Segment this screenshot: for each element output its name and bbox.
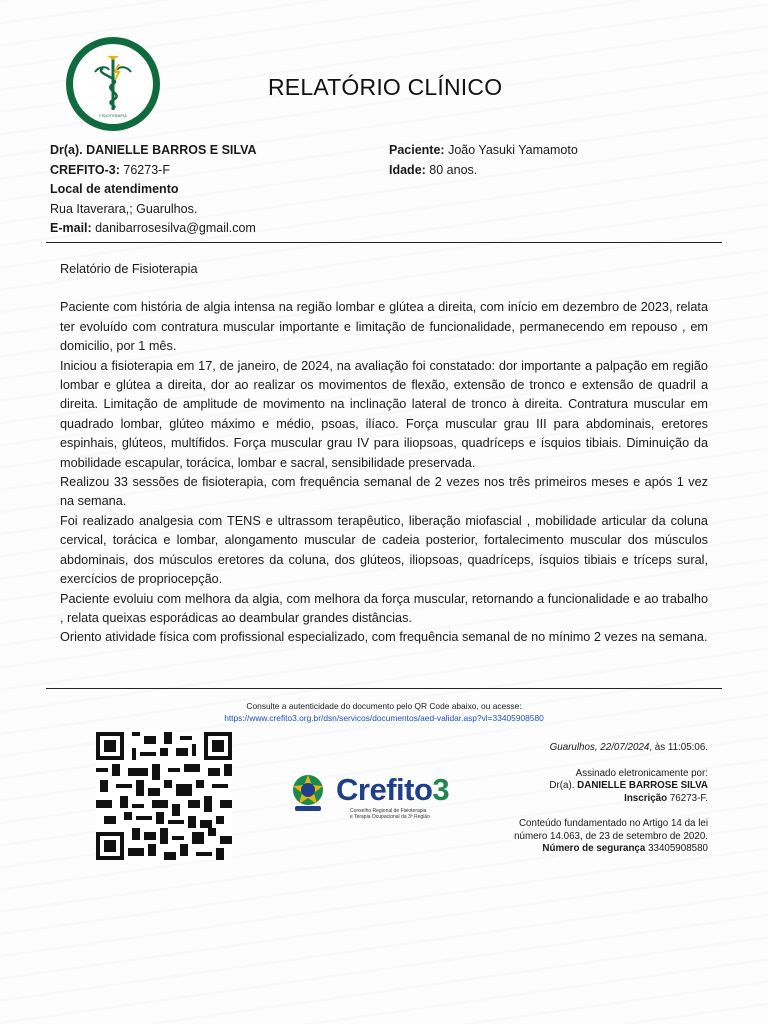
brand-desc-2: e Terapia Ocupacional da 3ª Região bbox=[350, 814, 430, 820]
report-body bbox=[60, 260, 708, 648]
security-label: Número de segurança bbox=[542, 843, 646, 854]
qr-code-icon[interactable] bbox=[96, 732, 232, 860]
brasil-emblem-icon bbox=[287, 771, 329, 815]
patient-info bbox=[389, 141, 578, 180]
verification-block bbox=[0, 700, 768, 724]
age-label: Idade: bbox=[389, 162, 426, 177]
brand-name: Crefito bbox=[336, 772, 433, 807]
sign-time: , às 11:05:06. bbox=[649, 742, 708, 753]
signature-block bbox=[468, 742, 708, 856]
location-label: Local de atendimento bbox=[50, 182, 179, 196]
report-paragraph: Oriento atividade física com profissional especializado, com frequência semanal de no mínimo 2 vezes na semana. bbox=[60, 630, 708, 645]
page-title: RELATÓRIO CLÍNICO bbox=[268, 74, 503, 100]
security-number: 33405908580 bbox=[648, 843, 708, 854]
inscricao-number: 76273-F. bbox=[669, 792, 708, 804]
signed-prefix: Dr(a). bbox=[549, 780, 575, 791]
signed-line: Assinado eletronicamente por: bbox=[575, 767, 708, 779]
crefito-logo bbox=[336, 772, 449, 820]
crefito-number: 76273-F bbox=[123, 162, 170, 177]
report-paragraph: Paciente com história de algia intensa na região lombar e glútea a direita, com início em dezembro de 2023, relata ter evoluído com contratura muscular importante e limitação de funcionalidade, permanecendo em repouso , em domicilio, por 1 mês. bbox=[60, 300, 708, 354]
divider-bottom bbox=[46, 688, 722, 689]
report-paragraph: Realizou 33 sessões de fisioterapia, com frequência semanal de 2 vezes nos três primeiros meses e após 1 vez na semana. bbox=[60, 475, 708, 509]
signed-name: DANIELLE BARROSE SILVA bbox=[577, 780, 708, 791]
report-paragraph: Paciente evoluiu com melhora da algia, com melhora da força muscular, retornando a funcionalidade e ao trabalho , relata queixas esporádicas ao deambular grandes distâncias. bbox=[60, 591, 708, 625]
patient-name: João Yasuki Yamamoto bbox=[448, 143, 578, 157]
professional-info bbox=[50, 141, 257, 239]
email-label: E-mail: bbox=[50, 221, 92, 235]
crefito-label: CREFITO-3: bbox=[50, 162, 120, 177]
patient-age: 80 anos. bbox=[429, 162, 478, 177]
fisioterapia-logo-icon bbox=[66, 37, 160, 131]
logo-text: FISIOTERAPIA bbox=[99, 113, 127, 118]
brand-desc-1: Conselho Regional de Fisioterapia bbox=[350, 808, 427, 814]
report-paragraph: Iniciou a fisioterapia em 17, de janeiro, de 2024, na avaliação foi constatado: dor importante a palpação em região lombar e glútea a direita, dor ao realizar os movimentos de flexão, extensão de tronco e extensão de quadril a direita. Limitação de amplitude de movimento na inclinação lateral de tronco à direita. Contratura muscular em quadrado lombar, glúteo máximo e médio, psoas, ilíaco. Força muscular grau III para abdominais, eretores espinhais, glúteos, multífidos. Força muscular grau IV para iliopsoas, quadríceps e ísquios tibiais. Diminuição da mobilidade escapular, torácica, lombar e sacral, sensibilidade preservada. bbox=[60, 358, 708, 470]
verification-text: Consulte a autenticidade do documento pelo QR Code abaixo, ou acesse: bbox=[246, 701, 522, 711]
professional-name: DANIELLE BARROS E SILVA bbox=[86, 143, 257, 157]
name-label: Dr(a). bbox=[50, 143, 83, 157]
address: Rua Itaverara,; Guarulhos. bbox=[50, 201, 198, 216]
legal-line-1: Conteúdo fundamentado no Artigo 14 da lei bbox=[518, 818, 708, 829]
report-subtitle: Relatório de Fisioterapia bbox=[60, 262, 198, 276]
inscricao-label: Inscrição bbox=[624, 792, 668, 804]
report-paragraph: Foi realizado analgesia com TENS e ultrassom terapêutico, liberação miofascial , mobilidade articular da coluna cervical, torácica e lombar, alongamento muscular de cadeia posterior, fortalecimento muscular dos músculos abdominais, dos músculos eretores da coluna, dos glúteos, iliopsoas, quadríceps, ísquios tibiais e tríceps sural, exercícios de propriocepção. bbox=[60, 513, 708, 587]
divider-top bbox=[46, 242, 722, 243]
patient-label: Paciente: bbox=[389, 143, 445, 157]
verification-link[interactable]: https://www.crefito3.org.br/dsn/servicos/documentos/aed-validar.asp?vl=33405908580 bbox=[224, 713, 544, 723]
brand-number: 3 bbox=[432, 772, 450, 807]
legal-line-2: número 14.063, de 23 de setembro de 2020. bbox=[514, 830, 708, 842]
place-date: Guarulhos, 22/07/2024 bbox=[549, 742, 650, 753]
email: danibarrosesilva@gmail.com bbox=[95, 221, 256, 235]
